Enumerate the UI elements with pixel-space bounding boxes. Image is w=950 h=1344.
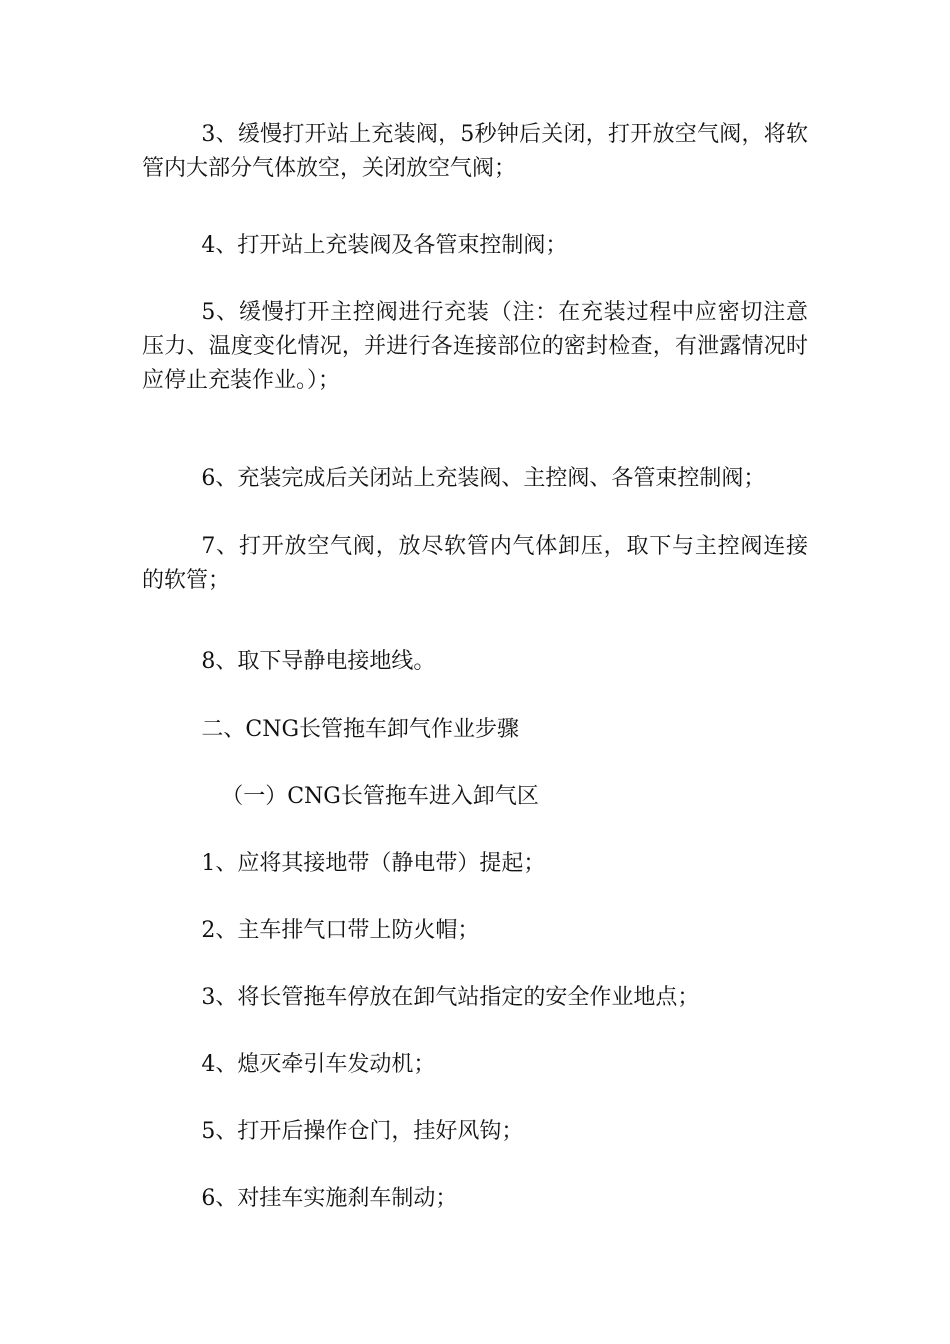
paragraph-step-7-release-pressure: 7、打开放空气阀，放尽软管内气体卸压，取下与主控阀连接的软管；	[142, 534, 808, 593]
paragraph-step-3-park: 3、将长管拖车停放在卸气站指定的安全作业地点；	[201, 985, 700, 1010]
paragraph-step-4-engine-off: 4、熄灭牵引车发动机；	[201, 1052, 436, 1077]
paragraph-step-4-open-valves: 4、打开站上充装阀及各管束控制阀；	[201, 233, 568, 258]
paragraph-step-3-vent: 3、缓慢打开站上充装阀，5秒钟后关闭，打开放空气阀，将软管内大部分气体放空，关闭放空气阀；	[142, 122, 808, 181]
paragraph-step-6-close-valves: 6、充装完成后关闭站上充装阀、主控阀、各管束控制阀；	[201, 466, 766, 491]
paragraph-step-6-brake: 6、对挂车实施刹车制动；	[201, 1186, 458, 1211]
paragraph-step-2-spark-cap: 2、主车排气口带上防火帽；	[201, 918, 480, 943]
paragraph-step-5-filling: 5、缓慢打开主控阀进行充装（注：在充装过程中应密切注意压力、温度变化情况，并进行各连接部位的密封检查，有泄露情况时应停止充装作业。）；	[142, 300, 808, 393]
paragraph-step-5-open-door: 5、打开后操作仓门，挂好风钩；	[201, 1119, 524, 1144]
section-heading-unloading: 二、CNG长管拖车卸气作业步骤	[201, 717, 520, 742]
paragraph-step-1-ground-strap: 1、应将其接地带（静电带）提起；	[201, 851, 546, 876]
paragraph-step-8-ground-wire: 8、取下导静电接地线。	[201, 649, 436, 674]
subsection-heading-enter-area: （一）CNG长管拖车进入卸气区	[221, 784, 539, 809]
